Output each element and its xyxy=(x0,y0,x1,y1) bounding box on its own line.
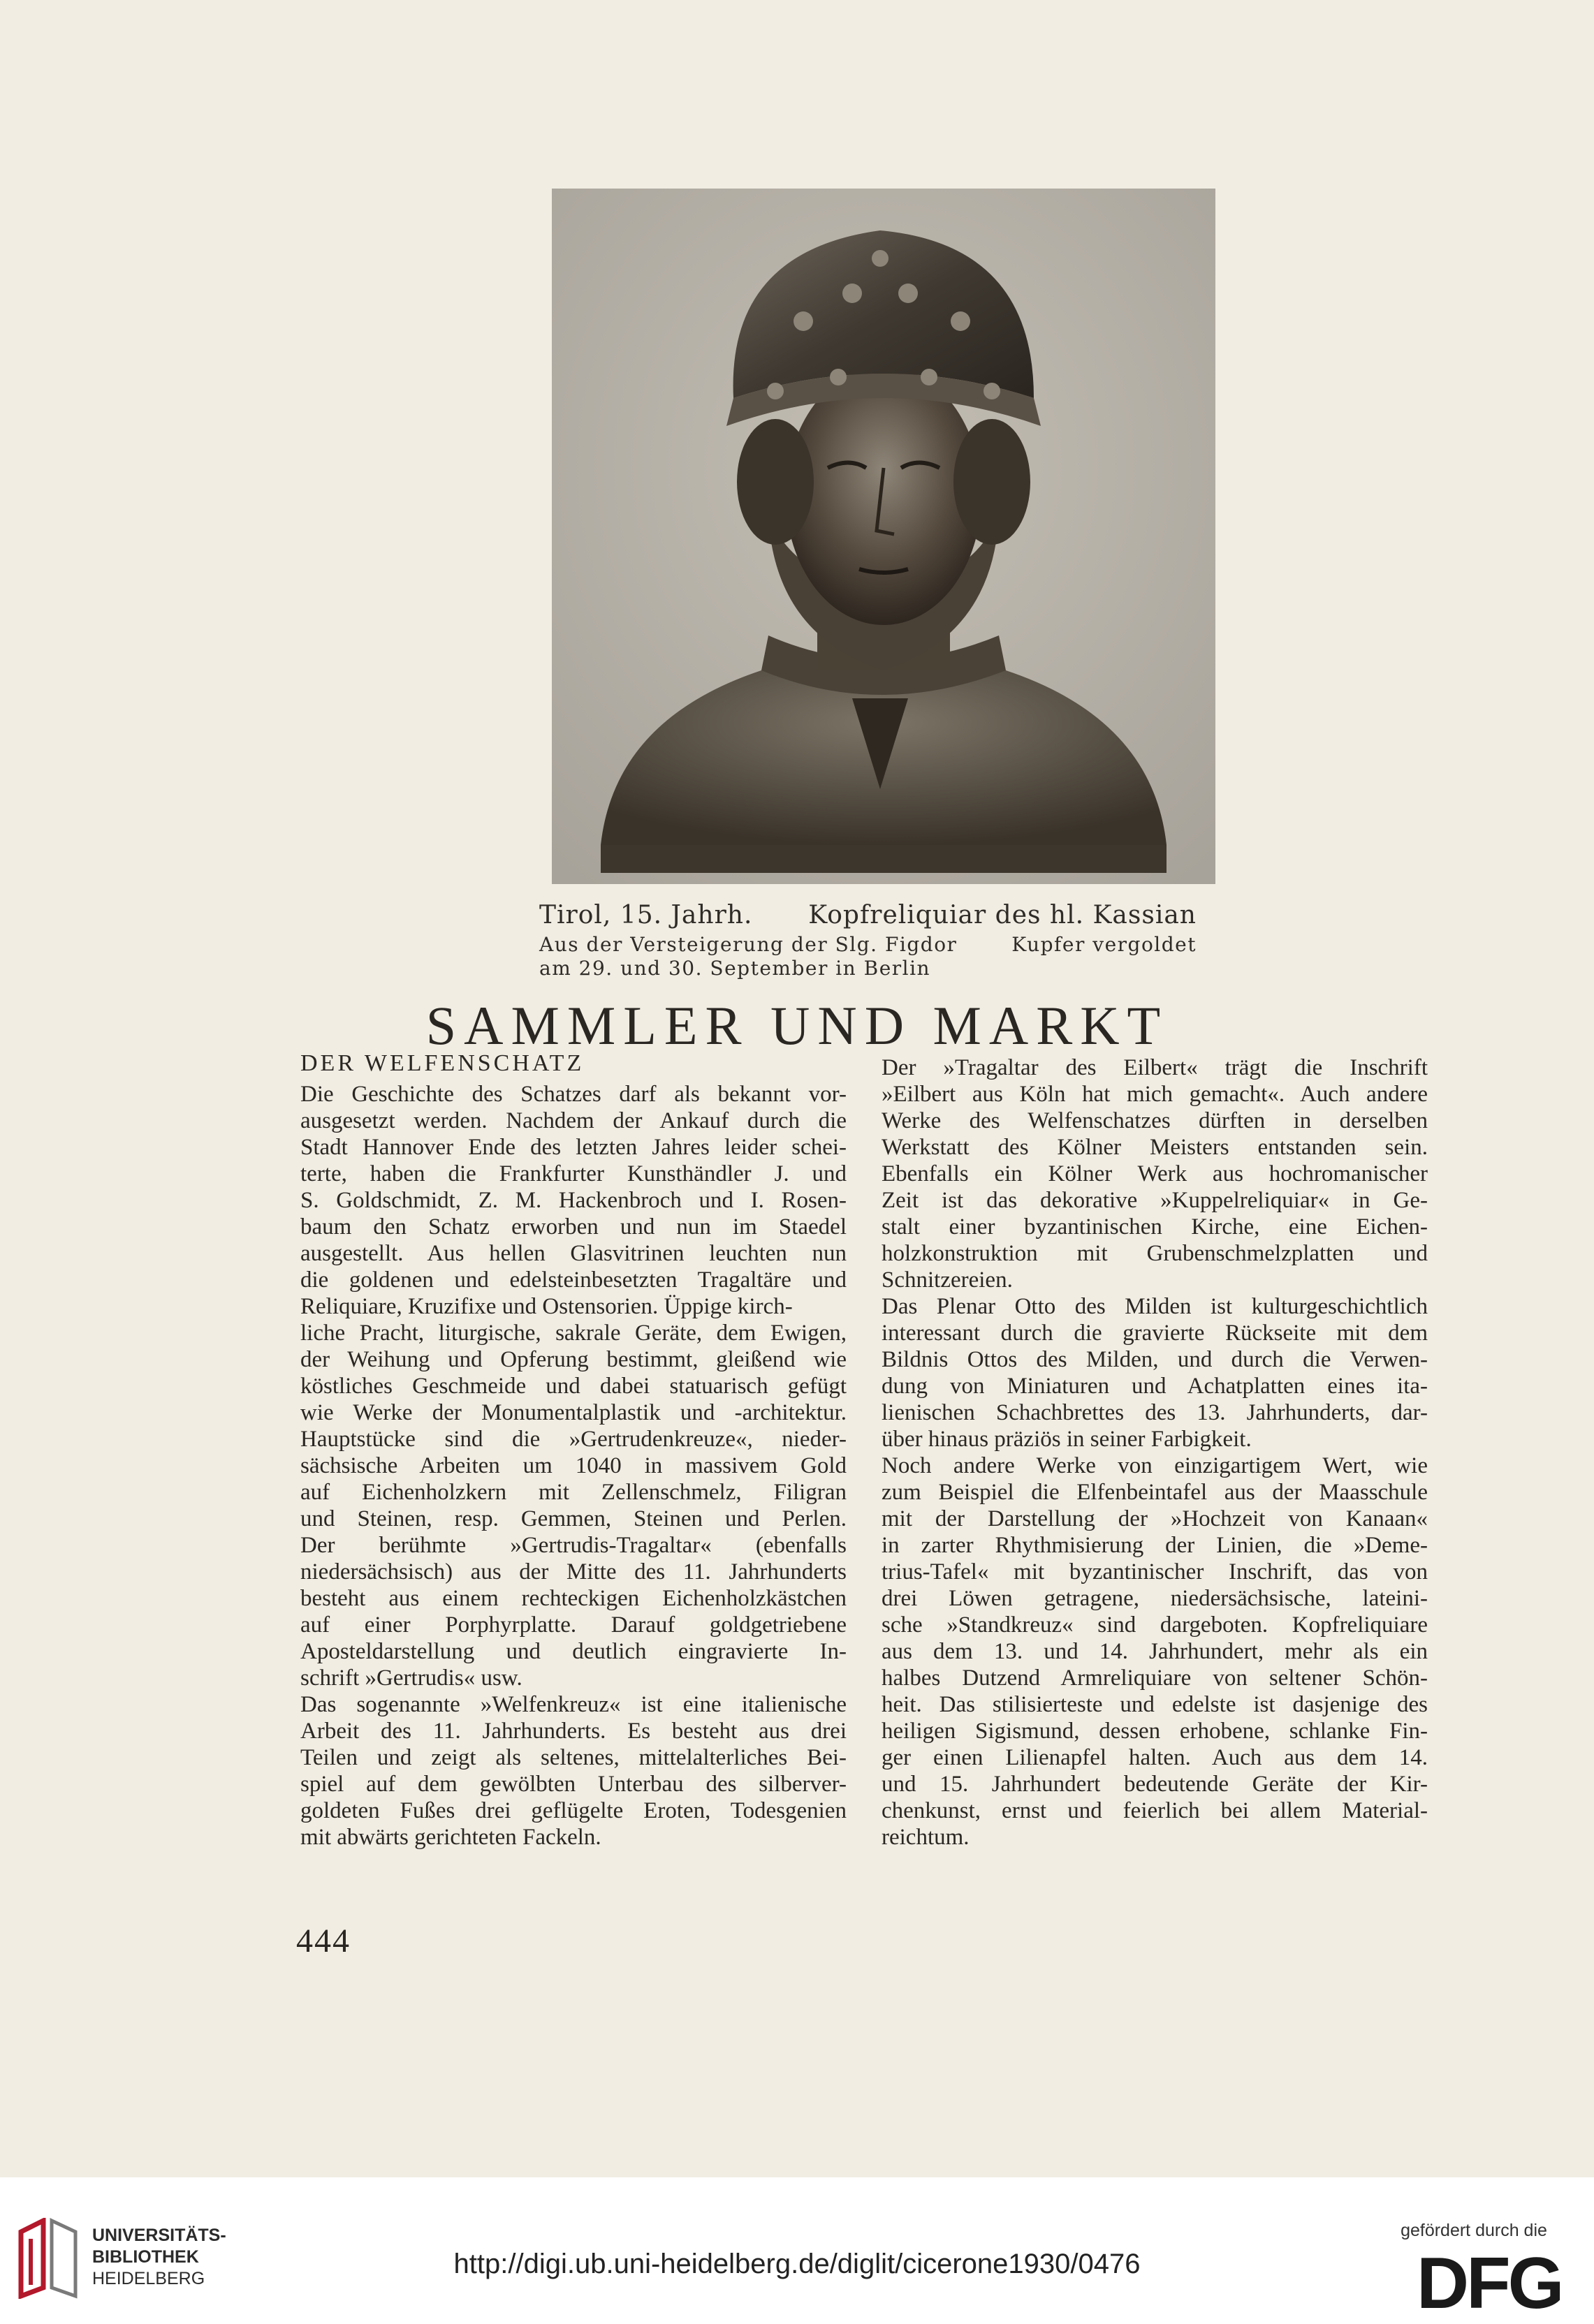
funding-label: gefördert durch die xyxy=(1401,2221,1547,2240)
left-line: der Weihung und Opferung bestimmt, gleißend wie xyxy=(300,1347,847,1372)
right-line: Zeit ist das dekorative »Kuppelreliquiar« in Ge- xyxy=(882,1188,1428,1213)
digitization-footer xyxy=(0,2177,1594,2324)
left-line: niedersächsisch) aus der Mitte des 11. Jahrhunderts xyxy=(300,1559,847,1584)
right-line: zum Beispiel die Elfenbeintafel aus der Maasschule xyxy=(882,1480,1428,1505)
left-line: Der berühmte »Gertrudis-Tragaltar« (ebenfalls xyxy=(300,1533,847,1558)
section-title: SAMMLER UND MARKT xyxy=(425,995,1169,1056)
right-line: Schnitzereien. xyxy=(882,1267,1013,1293)
right-line: und 15. Jahrhundert bedeutende Geräte der Kir- xyxy=(882,1772,1428,1797)
left-line: ausgestellt. Aus hellen Glasvitrinen leuchten nun xyxy=(300,1241,847,1266)
right-line: reichtum. xyxy=(882,1825,970,1850)
left-line: köstliches Geschmeide und dabei statuarisch gefügt xyxy=(300,1374,847,1399)
right-line: über hinaus präziös in seiner Farbigkeit. xyxy=(882,1427,1252,1452)
left-line: Stadt Hannover Ende des letzten Jahres leider schei- xyxy=(300,1135,847,1160)
left-line: Das sogenannte »Welfenkreuz« ist eine italienische xyxy=(300,1692,847,1717)
right-line: in zarter Rhythmisierung der Linien, die »Deme- xyxy=(882,1533,1428,1558)
left-line: Aposteldarstellung und deutlich eingravierte In- xyxy=(300,1639,847,1664)
left-line: spiel auf dem gewölbten Unterbau des silberver- xyxy=(300,1772,847,1797)
right-line: halbes Dutzend Armreliquiare von seltener Schön- xyxy=(882,1665,1428,1691)
institution-name: UNIVERSITÄTS- BIBLIOTHEK HEIDELBERG xyxy=(92,2226,226,2288)
left-line: wie Werke der Monumentalplastik und -architektur. xyxy=(300,1400,847,1425)
left-line: Teilen und zeigt als seltenes, mittelalterliches Bei- xyxy=(300,1745,847,1770)
left-line: goldeten Fußes drei geflügelte Eroten, Todesgenien xyxy=(300,1798,847,1823)
left-line: baum den Schatz erworben und nun im Staedel xyxy=(300,1214,847,1240)
right-line: Werke des Welfenschatzes dürften in derselben xyxy=(882,1108,1428,1133)
left-line: Hauptstücke sind die »Gertrudenkreuze«, nieder- xyxy=(300,1427,847,1452)
left-text-column xyxy=(300,1081,847,1851)
left-line: sächsische Arbeiten um 1040 in massivem Gold xyxy=(300,1453,847,1478)
caption-object-title: Kopfreliquiar des hl. Kassian xyxy=(808,901,1197,929)
source-url-link[interactable]: http://digi.ub.uni-heidelberg.de/diglit/cicerone1930/0476 xyxy=(453,2249,1141,2279)
left-line: auf Eichenholzkern mit Zellenschmelz, Filigran xyxy=(300,1480,847,1505)
right-line: »Eilbert aus Köln hat mich gemacht«. Auch andere xyxy=(882,1082,1428,1107)
left-line: auf einer Porphyrplatte. Darauf goldgetriebene xyxy=(300,1612,847,1638)
right-line: ger einen Lilienapfel halten. Auch aus dem 14. xyxy=(882,1745,1428,1770)
right-text-column xyxy=(882,1054,1428,1851)
right-line: Ebenfalls ein Kölner Werk aus hochromanischer xyxy=(882,1161,1428,1186)
left-line: und Steinen, resp. Gemmen, Steinen und Perlen. xyxy=(300,1506,847,1531)
left-line: terte, haben die Frankfurter Kunsthändler J. und xyxy=(300,1161,847,1186)
left-line: Reliquiare, Kruzifixe und Ostensorien. Üppige kirch- xyxy=(300,1294,793,1319)
left-line: S. Goldschmidt, Z. M. Hackenbroch und I. Rosen- xyxy=(300,1188,847,1213)
left-line: Arbeit des 11. Jahrhunderts. Es besteht aus drei xyxy=(300,1719,847,1744)
right-line: drei Löwen getragene, niedersächsische, lateini- xyxy=(882,1586,1428,1611)
right-line: Bildnis Ottos des Milden, und durch die Verwen- xyxy=(882,1347,1428,1372)
right-line: heit. Das stilisierteste und edelste ist dasjenige des xyxy=(882,1692,1428,1717)
right-line: Das Plenar Otto des Milden ist kulturgeschichtlich xyxy=(882,1294,1428,1319)
left-line: mit abwärts gerichteten Fackeln. xyxy=(300,1825,601,1850)
left-line: die goldenen und edelsteinbesetzten Tragaltäre und xyxy=(300,1267,847,1293)
left-line: besteht aus einem rechteckigen Eichenholzkästchen xyxy=(300,1586,847,1611)
right-line: mit der Darstellung der »Hochzeit von Kanaan« xyxy=(882,1506,1428,1531)
right-line: dung von Miniaturen und Achatplatten eines ita- xyxy=(882,1374,1428,1399)
right-line: sche »Standkreuz« sind dargeboten. Kopfreliquiare xyxy=(882,1612,1428,1638)
reliquary-bust-photo xyxy=(552,189,1215,884)
right-line: Werkstatt des Kölner Meisters entstanden sein. xyxy=(882,1135,1428,1160)
right-line: Noch andere Werke von einzigartigem Wert, wie xyxy=(882,1453,1428,1478)
left-line: Die Geschichte des Schatzes darf als bekannt vor- xyxy=(300,1082,847,1107)
caption-material: Kupfer vergoldet xyxy=(1011,933,1197,956)
right-line: stalt einer byzantinischen Kirche, eine Eichen- xyxy=(882,1214,1428,1240)
caption-origin: Tirol, 15. Jahrh. xyxy=(539,901,753,929)
right-line: holzkonstruktion mit Grubenschmelzplatten und xyxy=(882,1241,1428,1266)
right-line: heiligen Sigismund, dessen erhobene, schlanke Fin- xyxy=(882,1719,1428,1744)
caption-auction-date: am 29. und 30. September in Berlin xyxy=(539,957,931,980)
right-line: lienischen Schachbrettes des 13. Jahrhunderts, dar- xyxy=(882,1400,1428,1425)
right-line: aus dem 13. und 14. Jahrhundert, mehr als ein xyxy=(882,1639,1428,1664)
right-line: trius-Tafel« mit byzantinischer Inschrift, das von xyxy=(882,1559,1428,1584)
left-line: schrift »Gertrudis« usw. xyxy=(300,1665,522,1691)
right-line: Der »Tragaltar des Eilbert« trägt die Inschrift xyxy=(882,1055,1428,1080)
left-line: liche Pracht, liturgische, sakrale Geräte, dem Ewigen, xyxy=(300,1321,847,1346)
article-heading: DER WELFENSCHATZ xyxy=(300,1050,585,1076)
right-line: interessant durch die gravierte Rückseite mit dem xyxy=(882,1321,1428,1346)
left-line: ausgesetzt werden. Nachdem der Ankauf durch die xyxy=(300,1108,847,1133)
right-line: chenkunst, ernst und feierlich bei allem Material- xyxy=(882,1798,1428,1823)
page-number: 444 xyxy=(296,1922,351,1959)
dfg-logo-icon: DFG xyxy=(1417,2243,1562,2324)
caption-provenance: Aus der Versteigerung der Slg. Figdor xyxy=(539,933,958,956)
